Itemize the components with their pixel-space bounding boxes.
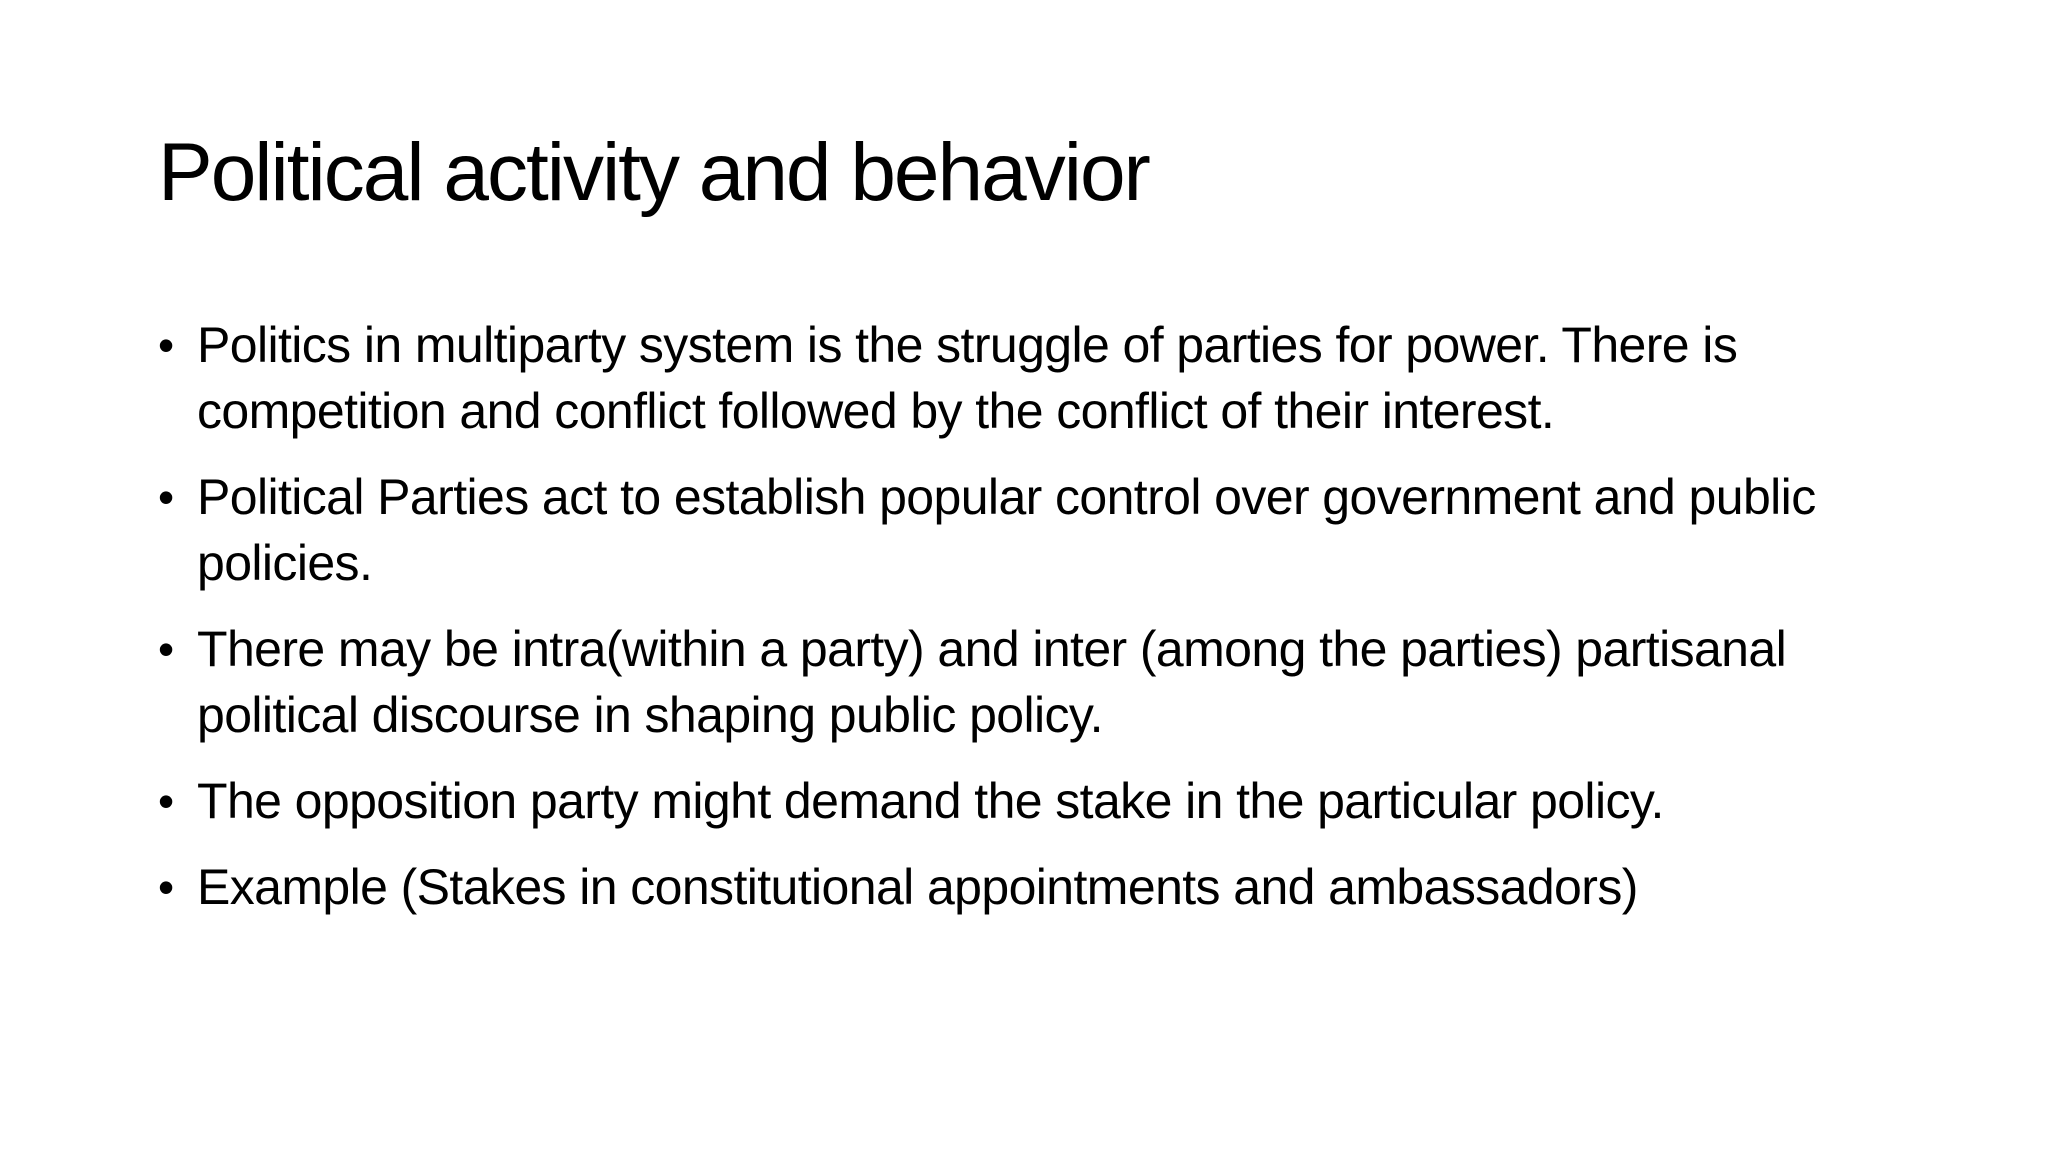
bullet-item — [158, 854, 1938, 920]
bullet-dot-icon: • — [158, 861, 174, 913]
bullet-item — [158, 616, 1938, 748]
bullet-dot-icon: • — [158, 623, 174, 675]
bullet-list — [158, 312, 1938, 940]
bullet-item — [158, 312, 1938, 444]
bullet-text: There may be intra(within a party) and inter (among the parties) partisanal political discourse in shaping public policy. — [197, 621, 1787, 743]
bullet-item — [158, 464, 1938, 596]
bullet-text: Political Parties act to establish popular control over government and public policies. — [197, 469, 1816, 591]
bullet-text: Politics in multiparty system is the struggle of parties for power. There is competition and conflict followed by the conflict of their interest. — [197, 317, 1738, 439]
slide-title: Political activity and behavior — [158, 127, 1149, 218]
bullet-text: Example (Stakes in constitutional appointments and ambassadors) — [197, 859, 1638, 915]
bullet-dot-icon: • — [158, 471, 174, 523]
bullet-item — [158, 768, 1938, 834]
bullet-dot-icon: • — [158, 319, 174, 371]
bullet-text: The opposition party might demand the stake in the particular policy. — [197, 773, 1664, 829]
bullet-dot-icon: • — [158, 775, 174, 827]
